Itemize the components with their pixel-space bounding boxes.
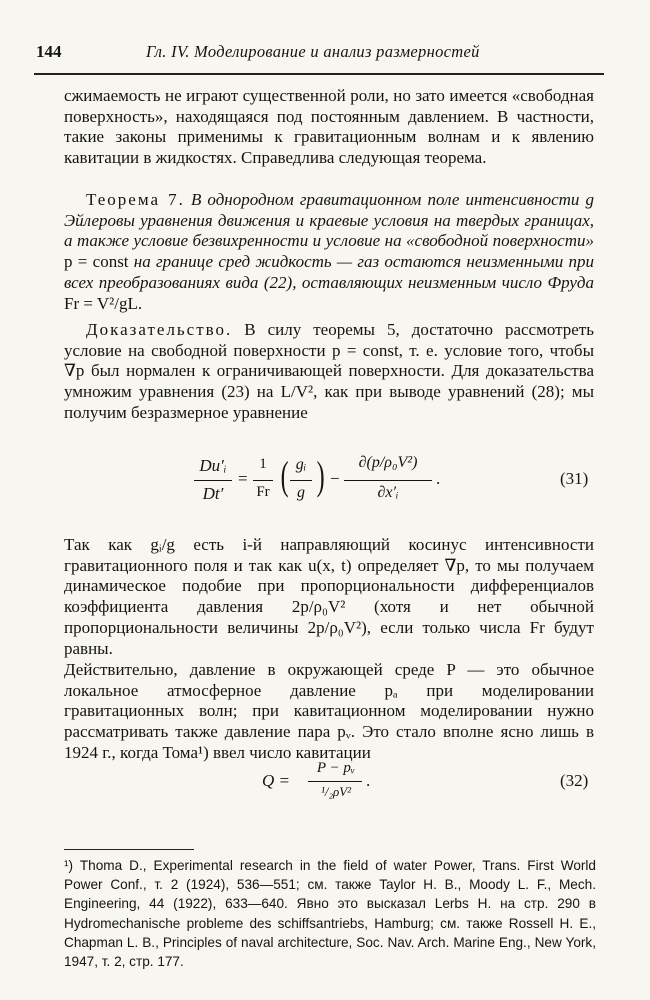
eq31-g-bar <box>290 480 312 481</box>
theorem-7 <box>64 190 594 314</box>
paragraph-similarity-text: Так как gᵢ/g есть i-й направляющий косинус интенсивности гравитационного поля и так как u(x, t) определяет ∇p, то мы получаем динамическое подобие при пропорциональности дифференциалов коэффициента давления 2p/ρ₀V² (хотя и нет обычной пропорциональности величины 2p/ρ₀V²), если только числа Fr будут равны. <box>64 535 594 658</box>
eq31-lhs-numerator: Du′ᵢ <box>199 456 227 475</box>
proof-text: В силу теоремы 5, достаточно рассмотреть условие на свободной поверхности p = const, т. е. условие того, чтобы ∇p был нормален к ограничивающей поверхности. Для доказательства умножим уравнения (23) на L/V², как при выводе уравнений (28); мы получим безразмерное уравнение <box>64 320 594 422</box>
eq32-number: (32) <box>560 771 589 790</box>
eq31-rhs-numerator: ∂(p/ρ₀V²) <box>358 454 418 471</box>
header-rule <box>34 73 604 75</box>
eq31-one: 1 <box>259 456 267 472</box>
proof-label: Доказательство. <box>86 320 233 339</box>
froude-number: Fr = V²/gL. <box>64 293 143 313</box>
eq31-fr: Fr <box>256 484 270 500</box>
eq31-fr-bar <box>253 480 273 481</box>
page-header <box>36 40 606 66</box>
eq31-g-denominator: g <box>297 484 305 501</box>
paragraph-pressure-text: Действительно, давление в окружающей среде P — это обычное локальное атмосферное давление pₐ при моделировании гравитационных волн; при кавитационном моделировании нужно рассматривать также давление пара pᵥ. Это стало вполне ясно лишь в 1924 г., когда Тома¹) ввел число кавитации <box>64 660 594 762</box>
theorem-text-b: на границе сред жидкость — газ остаются неизменными при всех преобразованиях вида (22), оставляющих неизменным число Фруда <box>64 252 594 292</box>
paragraph-pressure <box>64 660 594 764</box>
theorem-condition: p = const <box>64 252 129 272</box>
eq31-lhs-denominator: Dt′ <box>202 484 224 503</box>
eq32-period: . <box>366 771 371 790</box>
paragraph-similarity <box>64 535 594 659</box>
eq32-lhs: Q = <box>262 771 290 790</box>
page-number: 144 <box>36 42 62 61</box>
proof-paragraph <box>64 320 594 424</box>
theorem-text-a: В однородном гравитационном поле интенсивности g Эйлеровы уравнения движения и краевые условия на твердых границах, а также условие безвихренности и условие на «свободной поверхности» <box>64 190 594 251</box>
eq31-minus: − <box>330 469 340 488</box>
footnote: ¹) Thoma D., Experimental research in the field of water Power, Trans. First World Power Conf., т. 2 (1924), 536—551; см. также Taylor H. B., Moody L. F., Mech. Engineering, 44 (1922), 633—640. Явно это высказал Lerbs H. на стр. 290 в Hydromechanische probleme des schiffsantriebs, Hamburg; см. также Rossell H. E., Chapman L. B., Principles of naval architecture, Soc. Nav. Arch. Marine Eng., New York, 1947, т. 2, стр. 177. <box>64 858 596 970</box>
eq31-period: . <box>436 469 441 488</box>
eq31-paren-right: ) <box>316 453 325 498</box>
eq31-number: (31) <box>560 469 589 488</box>
eq32-numerator: P − pᵥ <box>316 760 356 776</box>
eq32-denominator: ¹/₂ρV² <box>320 784 352 799</box>
eq31-lhs-bar <box>194 480 232 481</box>
eq32-bar <box>308 781 362 782</box>
footnote-rule <box>64 849 194 850</box>
eq31-paren-left: ( <box>280 453 289 498</box>
eq31-rhs-denominator: ∂x′ᵢ <box>377 484 399 501</box>
eq31-g-numerator: gᵢ <box>295 456 307 473</box>
paragraph-intro: сжимаемость не играют существенной роли, но зато имеется «свободная поверхность», находящаяся под постоянным давлением. В частности, такие законы применимы к гравитационным волнам и к явлению кавитации в жидкостях. Справедлива следующая теорема. <box>64 86 594 168</box>
running-title: Гл. IV. Моделирование и анализ размерностей <box>146 42 480 61</box>
eq31-equals: = <box>238 469 248 488</box>
theorem-label: Теорема 7. <box>86 190 185 209</box>
eq31-rhs-bar <box>344 480 432 481</box>
